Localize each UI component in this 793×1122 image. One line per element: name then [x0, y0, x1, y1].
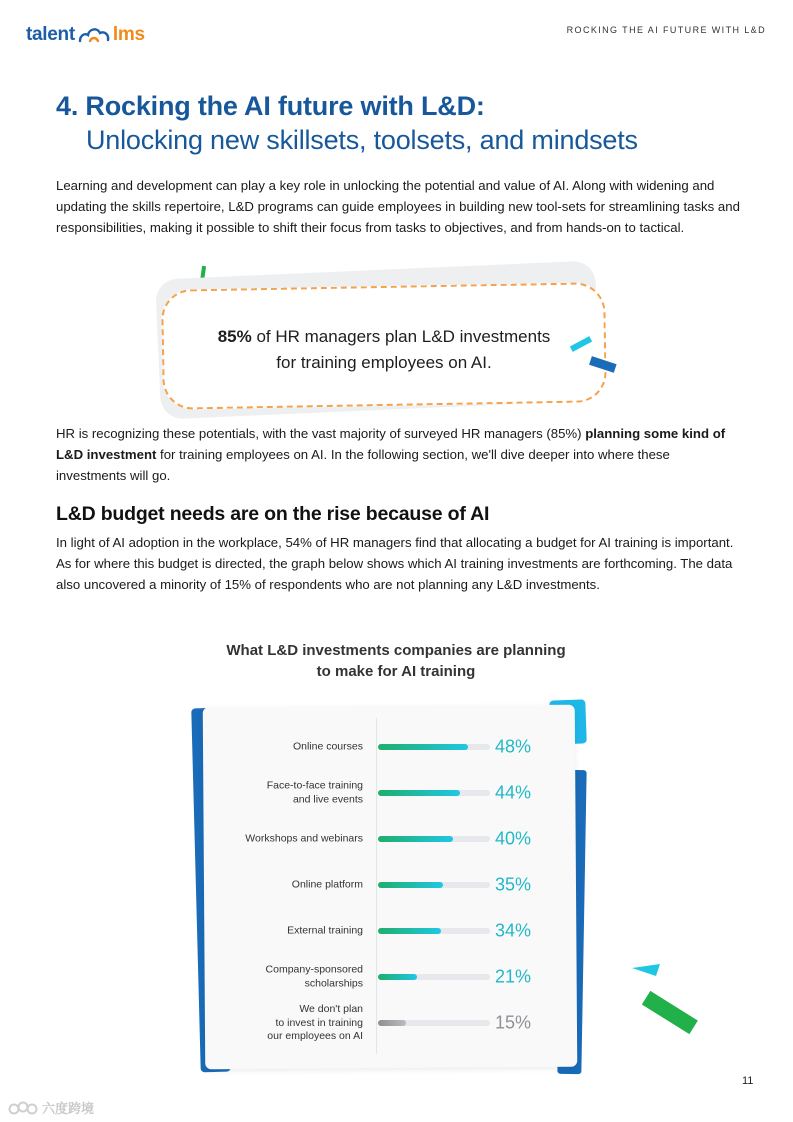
chart-title-line-2: to make for AI training	[316, 663, 476, 680]
section-title: 4. Rocking the AI future with L&D:	[56, 91, 485, 121]
chart-bar-label-line: Workshops and webinars	[245, 832, 363, 845]
intro-paragraph: Learning and development can play a key role in unlocking the potential and value of AI. Along with widening and updating the skills repertoire, L&D programs can guide employees in building new tool-sets for streamlining tasks and responsibilities, making it possible to shift their focus from tasks to objectives, and from hands-on to tactical.	[56, 178, 740, 235]
chart-bar-track	[378, 882, 490, 888]
chart-bar-track	[378, 790, 490, 796]
chart-bar-label-line: and live events	[292, 793, 363, 805]
page-number: 11	[742, 1075, 754, 1087]
chart-bar-value-label: 44%	[495, 782, 532, 803]
chart-bar	[378, 974, 417, 980]
chart-bar-value-label: 48%	[495, 736, 532, 757]
chart-bar-row	[206, 725, 576, 769]
cyan-dash-decoration-2-icon	[630, 962, 664, 982]
chart-bar-label	[206, 780, 363, 807]
chart-bar-label-line: Online courses	[292, 740, 363, 753]
chart-bar-value-label: 34%	[495, 920, 532, 941]
watermark-logo-icon	[8, 1100, 38, 1116]
chart-bar-row	[206, 817, 576, 861]
hr-paragraph-before: HR is recognizing these potentials, with the vast majority of surveyed HR managers (85%)	[56, 426, 586, 441]
chart-bar-row	[206, 1001, 576, 1045]
section-subtitle: Unlocking new skillsets, toolsets, and mindsets	[86, 125, 638, 155]
chart-bar-value-label: 35%	[495, 874, 532, 895]
chart-bar-label	[206, 964, 363, 991]
chart-bar-label-line: our employees on AI	[267, 1029, 363, 1042]
chart-bar	[378, 790, 460, 796]
chart-bar-label-line: to invest in training	[275, 1016, 363, 1029]
green-dash-decoration-2-icon	[636, 986, 702, 1038]
chart-bar-label-line: scholarships	[304, 977, 363, 989]
chart-bar-track	[378, 974, 490, 980]
talentlms-logo	[26, 24, 145, 46]
chart-bar-label-line: Online platform	[291, 878, 363, 891]
cloud-logo-icon	[77, 24, 111, 46]
callout-line-1-rest: of HR managers plan L&D investments	[251, 327, 551, 346]
blue-dash-decoration-icon	[586, 350, 622, 378]
hr-paragraph-after: for training employees on AI. In the following section, we'll dive deeper into where these investments will go.	[56, 446, 670, 483]
chart-bar-track	[378, 1020, 490, 1026]
chart-bar	[378, 882, 443, 888]
budget-heading: L&D budget needs are on the rise because of AI	[56, 503, 490, 525]
chart-bar-label-line: Face-to-face training	[266, 779, 363, 792]
hr-paragraph	[56, 424, 740, 486]
logo-text-lms: lms	[112, 24, 145, 45]
chart-bar-row	[206, 909, 576, 953]
watermark-text: 六度跨境	[42, 1101, 95, 1116]
chart-bar-label-line: Company-sponsored	[265, 963, 363, 976]
chart-bar-value-label: 21%	[495, 966, 532, 987]
chart-bar-row	[206, 863, 576, 907]
callout-stat: 85%	[217, 327, 252, 346]
chart-bar-label	[206, 924, 363, 938]
chart-bar-track	[378, 744, 490, 750]
budget-paragraph: In light of AI adoption in the workplace, 54% of HR managers find that allocating a budget for AI training is important. As for where this budget is directed, the graph below shows which AI training investments are forthcoming. The data also uncovered a minority of 15% of respondents who are not planning any L&D investments.	[56, 535, 734, 592]
chart-bar-label	[206, 832, 363, 846]
chart-bar	[378, 836, 453, 842]
chart-bar	[378, 928, 441, 934]
chart-bar-value-label: 15%	[495, 1012, 532, 1033]
chart-bar-label	[206, 740, 363, 754]
chart-bar-label-line: We don't plan	[299, 1002, 363, 1015]
callout-text	[162, 324, 606, 376]
chart-bar	[378, 1020, 406, 1026]
chart-bar-label	[206, 1003, 363, 1044]
running-head: ROCKING THE AI FUTURE WITH L&D	[566, 25, 766, 35]
callout-line-2: for training employees on AI.	[276, 353, 492, 372]
chart-title-line-1: What L&D investments companies are planning	[226, 642, 566, 659]
chart-bar-row	[206, 955, 576, 999]
hr-paragraph-bold: planning some kind of L&D investment	[56, 426, 726, 462]
chart-bar-track	[378, 836, 490, 842]
chart-bar-label-line: External training	[287, 924, 363, 937]
chart-bar-track	[378, 928, 490, 934]
logo-text-talent: talent	[26, 24, 75, 45]
callout-line-1	[162, 324, 606, 350]
chart-bar-value-label: 40%	[495, 828, 532, 849]
chart-bar	[378, 744, 468, 750]
chart-title	[200, 640, 592, 682]
chart-bar-label	[206, 878, 363, 892]
watermark	[8, 1098, 94, 1117]
chart-bar-row	[206, 771, 576, 815]
